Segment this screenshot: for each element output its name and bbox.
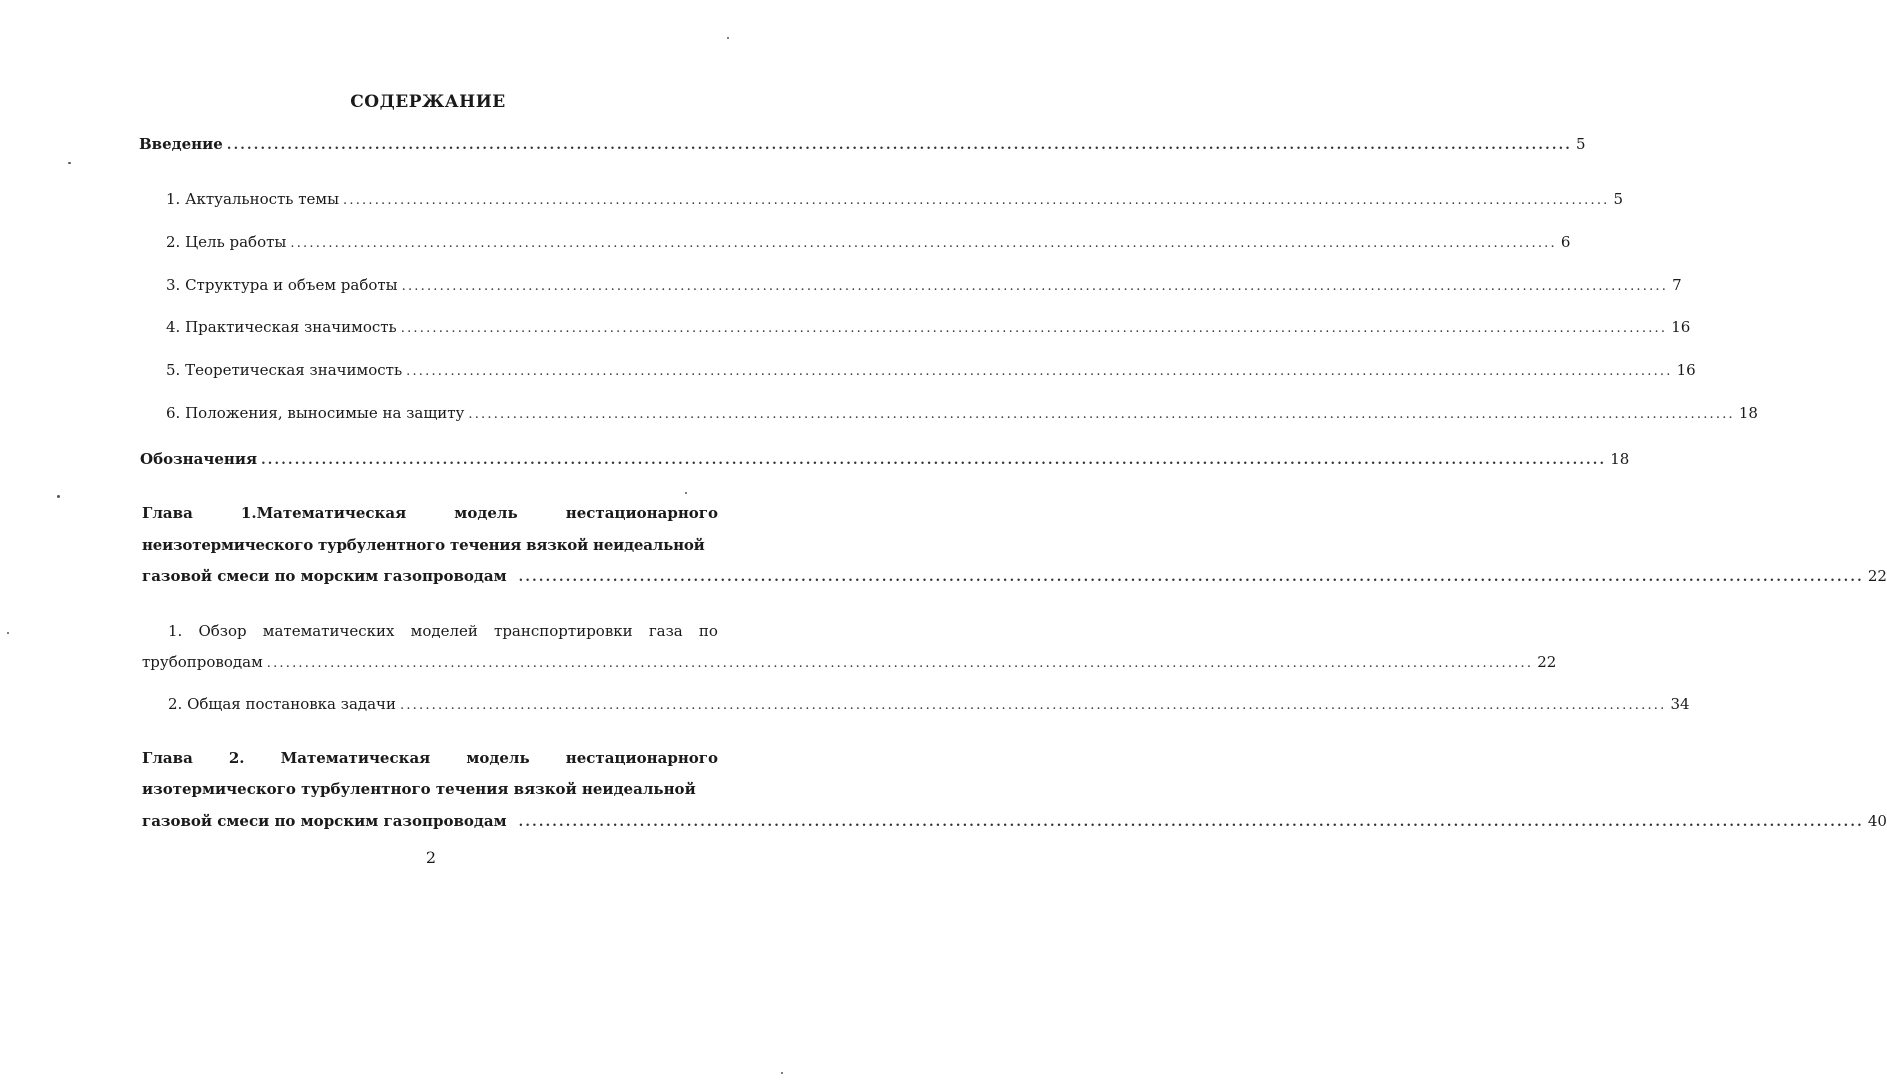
toc-chapter2-line1 <box>142 749 718 767</box>
leader-dots: ........................................................................................................................................................................................................ <box>399 698 1667 713</box>
scan-speck <box>781 1072 783 1074</box>
leader-dots: ........................................................................................................................................................................................................ <box>226 138 1573 153</box>
toc-entry-page: 40 <box>1867 812 1887 830</box>
toc-chapter1-line3 <box>142 567 1887 585</box>
toc-word: транспортировки <box>494 622 633 640</box>
toc-entry-intro-item <box>166 276 1682 294</box>
scan-speck <box>68 162 71 164</box>
toc-entry-label: 4. Практическая значимость <box>166 318 397 336</box>
scan-speck <box>57 495 60 498</box>
toc-word: модель <box>466 749 530 767</box>
leader-dots: ........................................................................................................................................................................................................ <box>406 364 1673 379</box>
toc-entry-label: 2. Цель работы <box>166 233 287 251</box>
toc-entry-label: 6. Положения, выносимые на защиту <box>166 404 465 422</box>
leader-dots: ........................................................................................................................................................................................................ <box>518 815 1864 830</box>
scan-speck <box>685 492 687 494</box>
toc-chapter2-line2: изотермического турбулентного течения вязкой неидеальной <box>142 780 696 798</box>
toc-entry-page: 18 <box>1610 450 1630 468</box>
toc-entry-label: Введение <box>139 135 223 153</box>
toc-word: Обзор <box>198 622 247 640</box>
toc-entry-page: 18 <box>1738 404 1758 422</box>
toc-entry-intro-item <box>166 361 1696 379</box>
toc-title: СОДЕРЖАНИЕ <box>350 92 506 112</box>
toc-entry-intro-item <box>166 190 1624 208</box>
toc-word: 1.Математическая <box>240 504 407 522</box>
toc-chapter1-item1-line2 <box>142 653 1557 671</box>
toc-entry-label: газовой смеси по морским газопроводам <box>142 567 507 585</box>
toc-entry-page: 16 <box>1676 361 1696 379</box>
toc-entry-label: 5. Теоретическая значимость <box>166 361 403 379</box>
toc-word: 2. <box>228 749 245 767</box>
toc-entry-page: 5 <box>1576 135 1586 153</box>
toc-word: Математическая <box>280 749 431 767</box>
toc-word: моделей <box>410 622 478 640</box>
toc-entry-page: 6 <box>1560 233 1571 251</box>
toc-chapter1-item1-line1 <box>168 622 718 640</box>
toc-entry-page: 5 <box>1613 190 1624 208</box>
leader-dots: ........................................................................................................................................................................................................ <box>400 321 1668 336</box>
toc-entry-label: газовой смеси по морским газопроводам <box>142 812 507 830</box>
toc-entry-intro-item <box>166 318 1691 336</box>
toc-entry-intro-item <box>166 404 1758 422</box>
leader-dots: ........................................................................................................................................................................................................ <box>266 656 1534 671</box>
scan-speck <box>727 37 729 39</box>
toc-chapter2-line3 <box>142 812 1887 830</box>
leader-dots: ........................................................................................................................................................................................................ <box>468 407 1735 422</box>
toc-word: Глава <box>142 504 193 522</box>
toc-entry-label: 1. Актуальность темы <box>166 190 340 208</box>
toc-word: 1. <box>168 622 183 640</box>
toc-word: нестационарного <box>565 749 718 767</box>
leader-dots: ........................................................................................................................................................................................................ <box>290 236 1557 251</box>
scan-speck <box>7 632 9 634</box>
toc-entry-page: 22 <box>1867 567 1887 585</box>
leader-dots: ........................................................................................................................................................................................................ <box>343 193 1610 208</box>
leader-dots: ........................................................................................................................................................................................................ <box>518 570 1864 585</box>
toc-entry-page: 22 <box>1537 653 1557 671</box>
toc-word: нестационарного <box>565 504 718 522</box>
toc-word: модель <box>454 504 518 522</box>
toc-entry-intro <box>139 135 1586 153</box>
toc-entry-notation <box>140 450 1630 468</box>
toc-word: Глава <box>142 749 193 767</box>
toc-entry-label: трубопроводам <box>142 653 263 671</box>
toc-entry-label: Обозначения <box>140 450 258 468</box>
toc-word: газа <box>648 622 683 640</box>
toc-word: по <box>698 622 718 640</box>
toc-entry-intro-item <box>166 233 1571 251</box>
toc-entry-page: 34 <box>1670 695 1690 713</box>
toc-entry-page: 7 <box>1672 276 1682 294</box>
toc-word: математических <box>262 622 395 640</box>
toc-entry-label: 2. Общая постановка задачи <box>168 695 396 713</box>
toc-chapter1-line2: неизотермического турбулентного течения вязкой неидеальной <box>142 536 705 554</box>
leader-dots: ........................................................................................................................................................................................................ <box>261 453 1607 468</box>
toc-entry-label: 3. Структура и объем работы <box>166 276 398 294</box>
toc-entry-page: 16 <box>1671 318 1691 336</box>
leader-dots: ........................................................................................................................................................................................................ <box>401 279 1669 294</box>
toc-chapter1-line1 <box>142 504 718 522</box>
toc-chapter1-item2 <box>168 695 1690 713</box>
page-number: 2 <box>425 848 437 867</box>
